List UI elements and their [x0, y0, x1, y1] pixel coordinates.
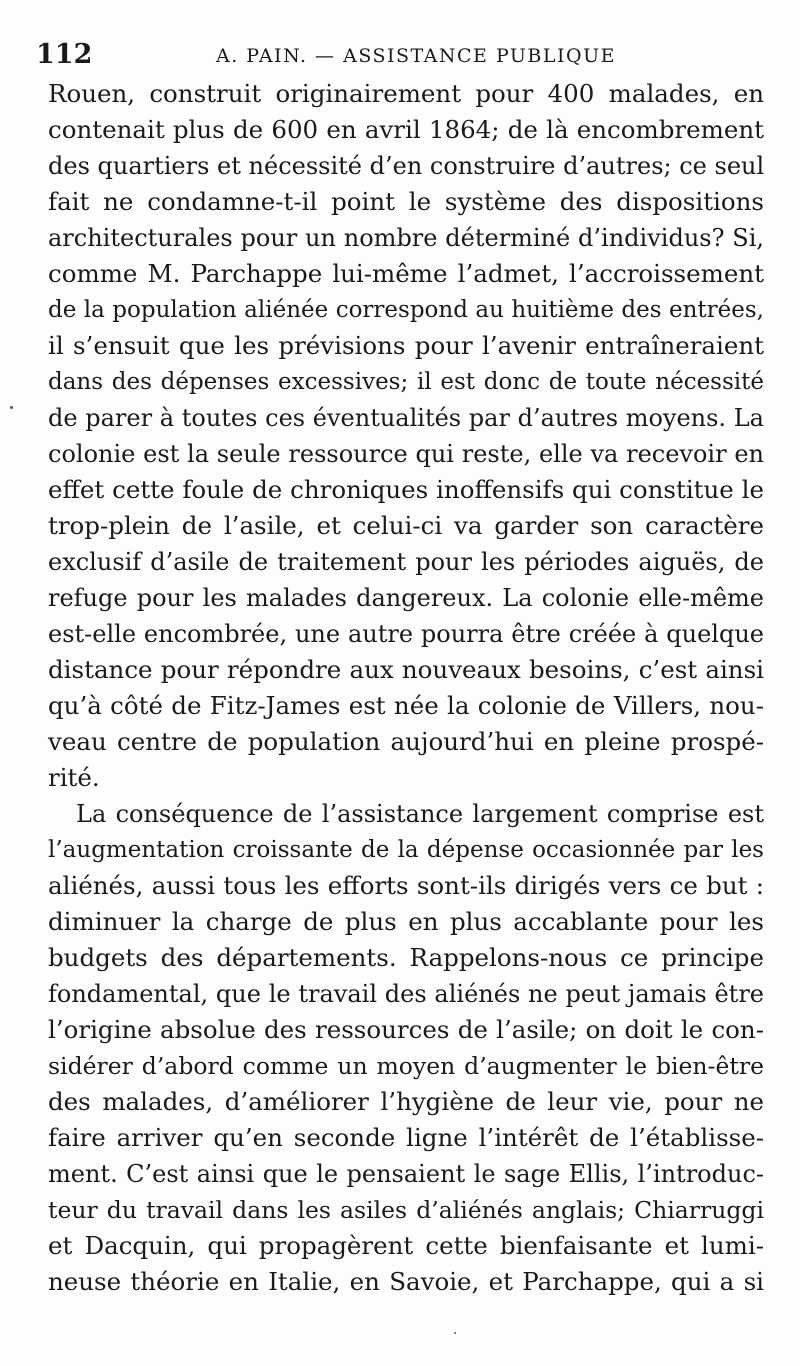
paragraph — [48, 796, 764, 1300]
text-line: diminuer la charge de plus en plus accablante pour les — [48, 907, 764, 936]
text-line: contenait plus de 600 en avril 1864; de là encombrement — [48, 115, 764, 144]
text-line: comme M. Parchappe lui-même l’admet, l’accroissement — [48, 259, 764, 288]
text-line: l’origine absolue des ressources de l’asile; on doit le con- — [48, 1015, 764, 1044]
text-line: fondamental, que le travail des aliénés ne peut jamais être — [48, 980, 764, 1008]
text-line: architecturales pour un nombre déterminé d’individus? Si, — [48, 224, 764, 252]
text-line: faire arriver qu’en seconde ligne l’intérêt de l’établisse- — [48, 1123, 764, 1152]
text-line: teur du travail dans les asiles d’aliénés anglais; Chiarruggi — [48, 1196, 764, 1224]
text-line: qu’à côté de Fitz-James est née la colonie de Villers, nou- — [48, 691, 764, 720]
text-line: distance pour répondre aux nouveaux besoins, c’est ainsi — [48, 655, 764, 684]
text-line: il s’ensuit que les prévisions pour l’avenir entraîneraient — [48, 331, 764, 360]
ink-speck — [454, 1332, 456, 1334]
text-line: refuge pour les malades dangereux. La colonie elle-même — [48, 584, 764, 612]
text-line: aliénés, aussi tous les efforts sont-ils dirigés vers ce but : — [48, 871, 764, 900]
text-line: des malades, d’améliorer l’hygiène de leur vie, pour ne — [48, 1087, 764, 1116]
text-line: rité. — [48, 763, 100, 792]
text-line: dans des dépenses excessives; il est donc de toute nécessité — [48, 369, 764, 395]
text-line: effet cette foule de chroniques inoffensifs qui constitue le — [48, 475, 764, 504]
text-line: trop-plein de l’asile, et celui-ci va garder son caractère — [48, 511, 764, 540]
text-line: de la population aliénée correspond au huitième des entrées, — [48, 297, 764, 323]
text-line: de parer à toutes ces éventualités par d’autres moyens. La — [48, 404, 764, 432]
text-line: fait ne condamne-t-il point le système des dispositions — [48, 187, 764, 216]
text-line: des quartiers et nécessité d’en construire d’autres; ce seul — [48, 152, 765, 180]
text-line: neuse théorie en Italie, en Savoie, et Parchappe, qui a si — [48, 1267, 764, 1296]
text-line: l’augmentation croissante de la dépense occasionnée par les — [48, 837, 764, 863]
running-title: A. PAIN. — ASSISTANCE PUBLIQUE — [216, 45, 616, 67]
running-head — [36, 38, 776, 72]
ink-speck — [10, 406, 13, 409]
text-line: et Dacquin, qui propagèrent cette bienfaisante et lumi- — [48, 1231, 764, 1260]
body-text — [48, 76, 764, 1300]
text-line: budgets des départements. Rappelons-nous ce principe — [48, 943, 764, 972]
text-line: veau centre de population aujourd’hui en pleine prospé- — [48, 727, 764, 756]
page-number: 112 — [36, 39, 93, 70]
text-line: ment. C’est ainsi que le pensaient le sage Ellis, l’introduc- — [48, 1160, 764, 1188]
text-line: Rouen, construit originairement pour 400 malades, en — [48, 79, 764, 108]
text-line: colonie est la seule ressource qui reste, elle va recevoir en — [48, 440, 764, 468]
text-line: La conséquence de l’assistance largement comprise est — [76, 800, 764, 828]
text-line: exclusif d’asile de traitement pour les périodes aiguës, de — [48, 548, 764, 576]
text-line: sidérer d’abord comme un moyen d’augmenter le bien-être — [48, 1052, 764, 1080]
text-line: est-elle encombrée, une autre pourra être créée à quelque — [48, 620, 764, 648]
paragraph — [48, 76, 764, 796]
